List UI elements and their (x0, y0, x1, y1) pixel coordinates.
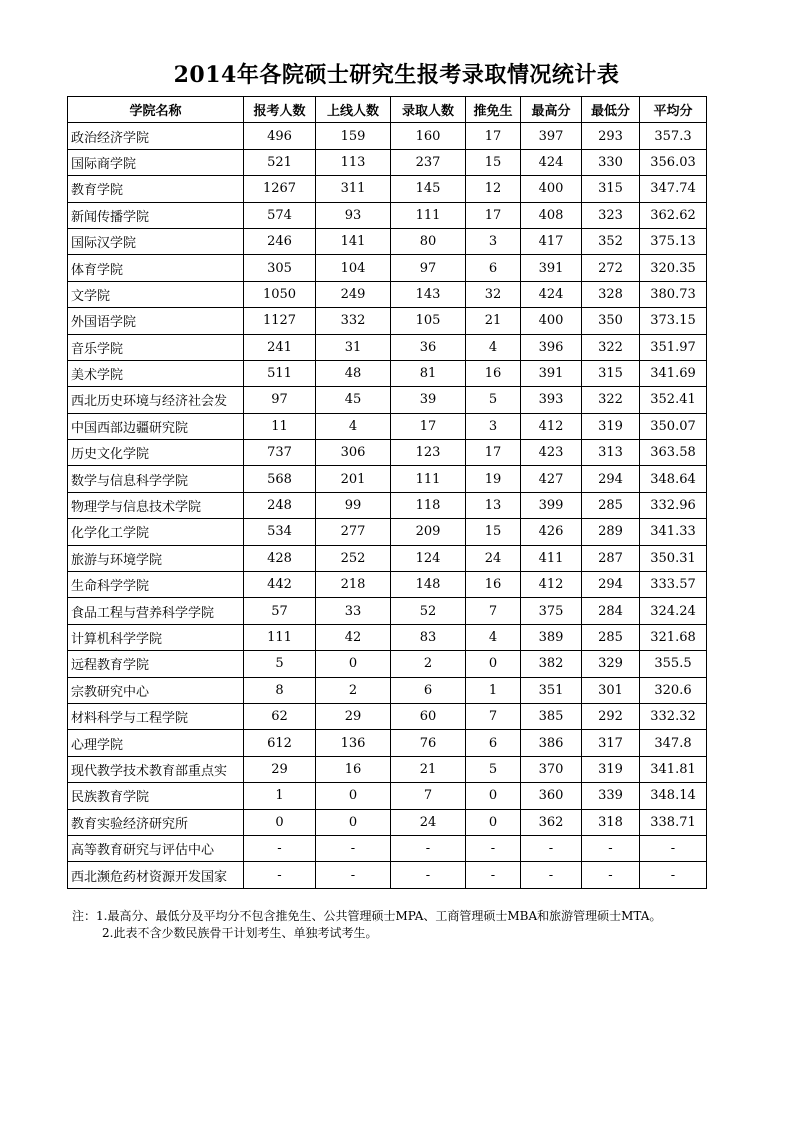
value-cell: 1127 (244, 308, 316, 334)
value-cell: 7 (466, 703, 521, 729)
value-cell: - (466, 835, 521, 861)
value-cell: 7 (466, 598, 521, 624)
value-cell: 80 (391, 228, 466, 254)
college-name-cell: 外国语学院 (68, 308, 244, 334)
value-cell: 400 (521, 176, 582, 202)
value-cell: 6 (466, 730, 521, 756)
value-cell: 324.24 (640, 598, 707, 624)
table-row (68, 862, 707, 888)
value-cell: 396 (521, 334, 582, 360)
value-cell: 143 (391, 281, 466, 307)
value-cell: 17 (466, 440, 521, 466)
table-row (68, 703, 707, 729)
value-cell: 339 (582, 783, 640, 809)
value-cell: 427 (521, 466, 582, 492)
value-cell: 105 (391, 308, 466, 334)
value-cell: 348.14 (640, 783, 707, 809)
value-cell: 5 (466, 756, 521, 782)
value-cell: - (466, 862, 521, 888)
value-cell: 141 (316, 228, 391, 254)
college-name-cell: 化学化工学院 (68, 519, 244, 545)
value-cell: 21 (466, 308, 521, 334)
value-cell: 136 (316, 730, 391, 756)
value-cell: 428 (244, 545, 316, 571)
value-cell: 411 (521, 545, 582, 571)
table-row (68, 598, 707, 624)
table-row (68, 308, 707, 334)
value-cell: 19 (466, 466, 521, 492)
value-cell: - (391, 862, 466, 888)
value-cell: 289 (582, 519, 640, 545)
college-name-cell: 国际商学院 (68, 149, 244, 175)
value-cell: 417 (521, 228, 582, 254)
column-header-avg-score: 平均分 (640, 97, 707, 123)
value-cell: - (316, 862, 391, 888)
value-cell: 123 (391, 440, 466, 466)
value-cell: - (244, 835, 316, 861)
value-cell: 362.62 (640, 202, 707, 228)
value-cell: 496 (244, 123, 316, 149)
value-cell: 16 (466, 572, 521, 598)
value-cell: 568 (244, 466, 316, 492)
value-cell: - (316, 835, 391, 861)
value-cell: - (640, 835, 707, 861)
table-row (68, 466, 707, 492)
table-row (68, 809, 707, 835)
value-cell: 4 (466, 624, 521, 650)
table-row (68, 413, 707, 439)
value-cell: 81 (391, 360, 466, 386)
college-name-cell: 远程教育学院 (68, 651, 244, 677)
value-cell: 248 (244, 492, 316, 518)
value-cell: 306 (316, 440, 391, 466)
college-name-cell: 食品工程与营养科学学院 (68, 598, 244, 624)
value-cell: 24 (466, 545, 521, 571)
table-row (68, 756, 707, 782)
value-cell: 511 (244, 360, 316, 386)
value-cell: 12 (466, 176, 521, 202)
value-cell: 111 (391, 466, 466, 492)
value-cell: 118 (391, 492, 466, 518)
value-cell: - (521, 835, 582, 861)
value-cell: 292 (582, 703, 640, 729)
footnotes (72, 908, 712, 942)
value-cell: 31 (316, 334, 391, 360)
value-cell: 160 (391, 123, 466, 149)
value-cell: 351 (521, 677, 582, 703)
college-name-cell: 政治经济学院 (68, 123, 244, 149)
table-row (68, 519, 707, 545)
value-cell: 60 (391, 703, 466, 729)
value-cell: 218 (316, 572, 391, 598)
value-cell: - (244, 862, 316, 888)
value-cell: 0 (466, 651, 521, 677)
value-cell: 424 (521, 281, 582, 307)
value-cell: 285 (582, 492, 640, 518)
value-cell: 252 (316, 545, 391, 571)
value-cell: 285 (582, 624, 640, 650)
value-cell: 21 (391, 756, 466, 782)
value-cell: 318 (582, 809, 640, 835)
value-cell: 341.69 (640, 360, 707, 386)
value-cell: 332.96 (640, 492, 707, 518)
value-cell: 329 (582, 651, 640, 677)
column-header-college: 学院名称 (68, 97, 244, 123)
value-cell: 284 (582, 598, 640, 624)
value-cell: 350.31 (640, 545, 707, 571)
value-cell: 29 (244, 756, 316, 782)
value-cell: 317 (582, 730, 640, 756)
value-cell: 362 (521, 809, 582, 835)
value-cell: 8 (244, 677, 316, 703)
value-cell: 241 (244, 334, 316, 360)
value-cell: 315 (582, 176, 640, 202)
college-name-cell: 体育学院 (68, 255, 244, 281)
table-row (68, 783, 707, 809)
value-cell: 97 (244, 387, 316, 413)
value-cell: 0 (466, 809, 521, 835)
value-cell: 3 (466, 413, 521, 439)
value-cell: 32 (466, 281, 521, 307)
column-header-exempt: 推免生 (466, 97, 521, 123)
table-row (68, 545, 707, 571)
value-cell: 0 (316, 783, 391, 809)
value-cell: 412 (521, 572, 582, 598)
table-row (68, 651, 707, 677)
value-cell: 36 (391, 334, 466, 360)
value-cell: 5 (244, 651, 316, 677)
value-cell: 7 (391, 783, 466, 809)
college-name-cell: 物理学与信息技术学院 (68, 492, 244, 518)
value-cell: 350 (582, 308, 640, 334)
value-cell: 320.35 (640, 255, 707, 281)
college-name-cell: 西北濒危药材资源开发国家 (68, 862, 244, 888)
value-cell: 0 (316, 809, 391, 835)
value-cell: 391 (521, 360, 582, 386)
value-cell: 57 (244, 598, 316, 624)
value-cell: 0 (316, 651, 391, 677)
table-row (68, 281, 707, 307)
college-name-cell: 心理学院 (68, 730, 244, 756)
admission-stats-table (67, 96, 707, 889)
college-name-cell: 生命科学学院 (68, 572, 244, 598)
table-row (68, 387, 707, 413)
value-cell: 347.74 (640, 176, 707, 202)
value-cell: 357.3 (640, 123, 707, 149)
value-cell: 76 (391, 730, 466, 756)
value-cell: 0 (244, 809, 316, 835)
column-header-admitted: 录取人数 (391, 97, 466, 123)
value-cell: 322 (582, 334, 640, 360)
value-cell: 375 (521, 598, 582, 624)
table-row (68, 677, 707, 703)
value-cell: 341.81 (640, 756, 707, 782)
value-cell: 13 (466, 492, 521, 518)
value-cell: 301 (582, 677, 640, 703)
value-cell: - (582, 835, 640, 861)
value-cell: 145 (391, 176, 466, 202)
value-cell: 347.8 (640, 730, 707, 756)
value-cell: 333.57 (640, 572, 707, 598)
value-cell: 99 (316, 492, 391, 518)
value-cell: 313 (582, 440, 640, 466)
value-cell: 319 (582, 413, 640, 439)
value-cell: 352.41 (640, 387, 707, 413)
value-cell: 294 (582, 572, 640, 598)
college-name-cell: 文学院 (68, 281, 244, 307)
value-cell: 352 (582, 228, 640, 254)
value-cell: 412 (521, 413, 582, 439)
value-cell: 159 (316, 123, 391, 149)
value-cell: 311 (316, 176, 391, 202)
value-cell: 320.6 (640, 677, 707, 703)
value-cell: 272 (582, 255, 640, 281)
value-cell: - (521, 862, 582, 888)
value-cell: 350.07 (640, 413, 707, 439)
value-cell: 442 (244, 572, 316, 598)
value-cell: 426 (521, 519, 582, 545)
value-cell: 124 (391, 545, 466, 571)
value-cell: 237 (391, 149, 466, 175)
value-cell: 338.71 (640, 809, 707, 835)
value-cell: 15 (466, 149, 521, 175)
value-cell: 1267 (244, 176, 316, 202)
value-cell: 294 (582, 466, 640, 492)
value-cell: 5 (466, 387, 521, 413)
value-cell: 2 (391, 651, 466, 677)
value-cell: 737 (244, 440, 316, 466)
value-cell: 104 (316, 255, 391, 281)
table-row (68, 123, 707, 149)
value-cell: 423 (521, 440, 582, 466)
table-row (68, 149, 707, 175)
college-name-cell: 历史文化学院 (68, 440, 244, 466)
value-cell: 341.33 (640, 519, 707, 545)
column-header-passed: 上线人数 (316, 97, 391, 123)
column-header-max-score: 最高分 (521, 97, 582, 123)
value-cell: 277 (316, 519, 391, 545)
value-cell: 534 (244, 519, 316, 545)
value-cell: 386 (521, 730, 582, 756)
table-row (68, 334, 707, 360)
value-cell: 201 (316, 466, 391, 492)
value-cell: 15 (466, 519, 521, 545)
table-header-row (68, 97, 707, 123)
value-cell: 348.64 (640, 466, 707, 492)
table-row (68, 730, 707, 756)
value-cell: 382 (521, 651, 582, 677)
page-title: 2014年各院硕士研究生报考录取情况统计表 (173, 62, 620, 88)
value-cell: 16 (316, 756, 391, 782)
value-cell: 39 (391, 387, 466, 413)
college-name-cell: 新闻传播学院 (68, 202, 244, 228)
table-row (68, 835, 707, 861)
value-cell: 332.32 (640, 703, 707, 729)
value-cell: 328 (582, 281, 640, 307)
college-name-cell: 数学与信息科学学院 (68, 466, 244, 492)
college-name-cell: 西北历史环境与经济社会发 (68, 387, 244, 413)
table-row (68, 492, 707, 518)
college-name-cell: 民族教育学院 (68, 783, 244, 809)
value-cell: 351.97 (640, 334, 707, 360)
value-cell: 1 (244, 783, 316, 809)
value-cell: 24 (391, 809, 466, 835)
value-cell: 408 (521, 202, 582, 228)
table-row (68, 440, 707, 466)
value-cell: 249 (316, 281, 391, 307)
value-cell: 111 (244, 624, 316, 650)
value-cell: 287 (582, 545, 640, 571)
value-cell: 355.5 (640, 651, 707, 677)
value-cell: 62 (244, 703, 316, 729)
value-cell: 52 (391, 598, 466, 624)
value-cell: 3 (466, 228, 521, 254)
value-cell: 375.13 (640, 228, 707, 254)
table-row (68, 572, 707, 598)
value-cell: 29 (316, 703, 391, 729)
value-cell: 424 (521, 149, 582, 175)
table-row (68, 360, 707, 386)
value-cell: 322 (582, 387, 640, 413)
value-cell: 391 (521, 255, 582, 281)
value-cell: 16 (466, 360, 521, 386)
value-cell: 33 (316, 598, 391, 624)
table-row (68, 255, 707, 281)
value-cell: 380.73 (640, 281, 707, 307)
value-cell: 400 (521, 308, 582, 334)
value-cell: 17 (466, 123, 521, 149)
value-cell: 397 (521, 123, 582, 149)
value-cell: 393 (521, 387, 582, 413)
value-cell: 0 (466, 783, 521, 809)
college-name-cell: 计算机科学学院 (68, 624, 244, 650)
value-cell: 293 (582, 123, 640, 149)
value-cell: 93 (316, 202, 391, 228)
value-cell: 360 (521, 783, 582, 809)
value-cell: 323 (582, 202, 640, 228)
value-cell: 45 (316, 387, 391, 413)
college-name-cell: 高等教育研究与评估中心 (68, 835, 244, 861)
value-cell: 246 (244, 228, 316, 254)
value-cell: 6 (391, 677, 466, 703)
college-name-cell: 音乐学院 (68, 334, 244, 360)
college-name-cell: 美术学院 (68, 360, 244, 386)
table-row (68, 202, 707, 228)
value-cell: 209 (391, 519, 466, 545)
value-cell: 330 (582, 149, 640, 175)
column-header-min-score: 最低分 (582, 97, 640, 123)
college-name-cell: 现代教学技术教育部重点实 (68, 756, 244, 782)
value-cell: 17 (466, 202, 521, 228)
value-cell: 370 (521, 756, 582, 782)
value-cell: 1050 (244, 281, 316, 307)
value-cell: 148 (391, 572, 466, 598)
column-header-applicants: 报考人数 (244, 97, 316, 123)
value-cell: 42 (316, 624, 391, 650)
value-cell: 356.03 (640, 149, 707, 175)
value-cell: - (391, 835, 466, 861)
footnote-2: 2.此表不含少数民族骨干计划考生、单独考试考生。 (102, 926, 378, 940)
value-cell: 113 (316, 149, 391, 175)
value-cell: 315 (582, 360, 640, 386)
footnote-1: 注：1.最高分、最低分及平均分不包含推免生、公共管理硕士MPA、工商管理硕士MBA和旅游管理硕士MTA。 (72, 909, 662, 923)
value-cell: 83 (391, 624, 466, 650)
value-cell: 4 (466, 334, 521, 360)
value-cell: 17 (391, 413, 466, 439)
value-cell: 48 (316, 360, 391, 386)
value-cell: 399 (521, 492, 582, 518)
college-name-cell: 宗教研究中心 (68, 677, 244, 703)
table-row (68, 228, 707, 254)
college-name-cell: 教育实验经济研究所 (68, 809, 244, 835)
college-name-cell: 材料科学与工程学院 (68, 703, 244, 729)
college-name-cell: 教育学院 (68, 176, 244, 202)
value-cell: 389 (521, 624, 582, 650)
value-cell: 4 (316, 413, 391, 439)
value-cell: - (640, 862, 707, 888)
value-cell: 385 (521, 703, 582, 729)
college-name-cell: 旅游与环境学院 (68, 545, 244, 571)
value-cell: 373.15 (640, 308, 707, 334)
table-row (68, 624, 707, 650)
value-cell: 321.68 (640, 624, 707, 650)
value-cell: - (582, 862, 640, 888)
value-cell: 305 (244, 255, 316, 281)
value-cell: 363.58 (640, 440, 707, 466)
value-cell: 319 (582, 756, 640, 782)
value-cell: 574 (244, 202, 316, 228)
value-cell: 1 (466, 677, 521, 703)
table-row (68, 176, 707, 202)
college-name-cell: 国际汉学院 (68, 228, 244, 254)
value-cell: 521 (244, 149, 316, 175)
value-cell: 612 (244, 730, 316, 756)
college-name-cell: 中国西部边疆研究院 (68, 413, 244, 439)
value-cell: 11 (244, 413, 316, 439)
value-cell: 332 (316, 308, 391, 334)
value-cell: 111 (391, 202, 466, 228)
value-cell: 2 (316, 677, 391, 703)
value-cell: 6 (466, 255, 521, 281)
value-cell: 97 (391, 255, 466, 281)
